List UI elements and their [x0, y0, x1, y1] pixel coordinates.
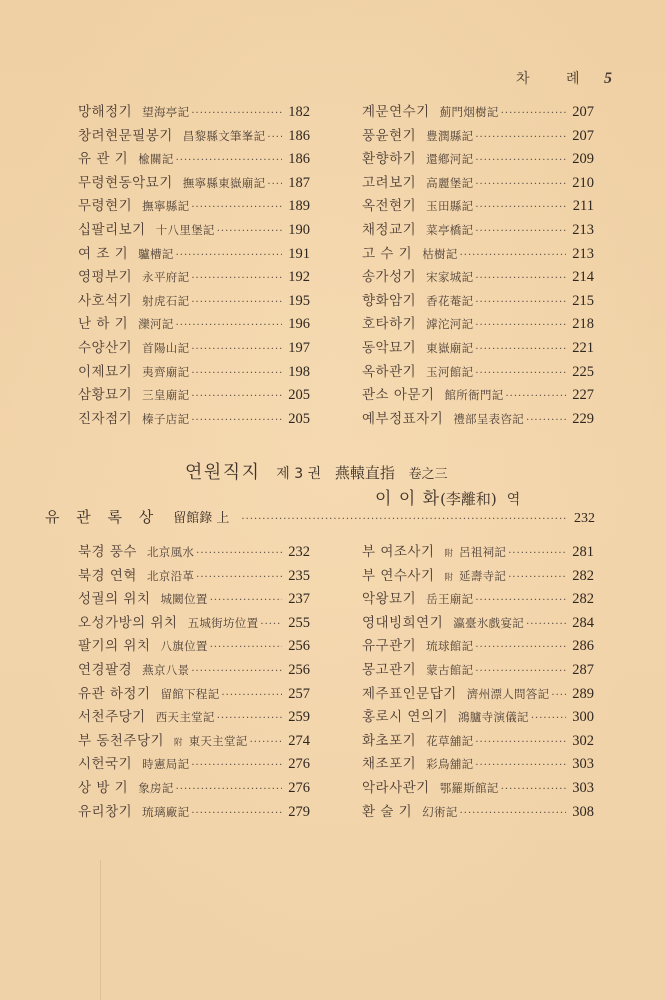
volume-number: 제 3 권	[276, 466, 322, 482]
entry-page-number: 207	[572, 104, 594, 120]
entry-title-hanja: 呂祖祠記	[459, 545, 507, 559]
toc-entry[interactable]	[362, 148, 594, 172]
toc-entry[interactable]	[78, 730, 310, 754]
entry-page-number: 205	[288, 410, 310, 427]
dot-leader	[222, 684, 283, 708]
dot-leader	[191, 409, 282, 433]
entry-title-hanja: 西天主堂記	[155, 710, 215, 725]
entry-page-number: 205	[288, 387, 310, 404]
entry-title-hanja: 東嶽廟記	[426, 340, 474, 355]
toc-entry[interactable]	[362, 612, 594, 636]
entry-page-number: 286	[572, 638, 594, 655]
toc-entry[interactable]	[78, 266, 310, 290]
entry-title-hanja: 蒙古館記	[426, 662, 474, 677]
entry-title-korean: 옥하관기	[362, 363, 417, 380]
volume-heading	[185, 458, 448, 484]
entry-page-number: 218	[572, 316, 594, 333]
toc-entry[interactable]	[78, 148, 310, 172]
entry-title-hanja: 永平府記	[142, 270, 190, 285]
entry-page-number: 215	[572, 292, 594, 309]
dot-leader	[501, 778, 566, 802]
entry-title-korean: 고 수 기	[362, 245, 413, 262]
section-page-number: 232	[574, 511, 595, 526]
toc-entry[interactable]	[78, 706, 310, 730]
entry-title-hanja: 灤河記	[138, 317, 174, 332]
entry-title-hanja: 首陽山記	[142, 340, 190, 355]
entry-title-hanja: 撫寧縣東嶽廟記	[182, 175, 266, 190]
toc-entry[interactable]	[362, 266, 594, 290]
toc-entry[interactable]	[362, 361, 594, 385]
volume-title-korean: 연원직지	[185, 462, 261, 483]
entry-page-number: 209	[572, 151, 594, 168]
entry-title-korean: 팔기의 위치	[78, 638, 151, 655]
entry-title-hanja: 榛子店記	[142, 411, 190, 426]
toc-entry[interactable]	[78, 801, 310, 825]
entry-title-korean: 계문연수기	[362, 104, 430, 120]
entry-title-korean: 시헌국기	[78, 756, 133, 773]
toc-entry[interactable]	[362, 753, 594, 777]
entry-title-korean: 북경 연혁	[78, 567, 137, 584]
entry-title-korean: 십팔리보기	[78, 221, 146, 238]
entry-page-number: 191	[288, 245, 310, 262]
entry-page-number: 186	[288, 151, 310, 168]
entry-page-number: 229	[572, 410, 594, 427]
entry-page-number: 308	[572, 803, 594, 820]
entry-page-number: 213	[572, 245, 594, 262]
toc-entry[interactable]	[78, 612, 310, 636]
entry-title-hanja: 琉璃廠記	[142, 804, 190, 819]
entry-title-hanja: 東天主堂記	[188, 733, 248, 748]
dot-leader	[475, 754, 566, 778]
toc-entry[interactable]	[78, 337, 310, 361]
entry-title-korean: 환향하기	[362, 151, 417, 168]
toc-entry[interactable]	[78, 125, 310, 149]
entry-title-korean: 부 연수사기	[362, 567, 435, 584]
dot-leader	[475, 173, 566, 197]
dot-leader	[531, 707, 566, 731]
dot-leader	[475, 220, 566, 244]
entry-title-korean: 연경팔경	[78, 661, 133, 678]
dot-leader	[176, 314, 282, 338]
dot-leader	[460, 244, 566, 268]
entry-title-korean: 채조포기	[362, 756, 417, 773]
entry-title-korean: 호타하기	[362, 316, 417, 333]
dot-leader	[217, 707, 282, 731]
entry-page-number: 256	[288, 638, 310, 655]
entry-title-korean: 무령현기	[78, 198, 133, 215]
toc-entry[interactable]	[78, 172, 310, 196]
entry-title-korean: 이제묘기	[78, 363, 133, 380]
toc-column-right-a	[362, 101, 594, 431]
entry-title-hanja: 昌黎縣文筆峯記	[182, 128, 266, 143]
entry-title-korean: 삼황묘기	[78, 387, 133, 404]
entry-title-hanja: 香花菴記	[426, 293, 474, 308]
entry-title-hanja: 瀛臺氷戲宴記	[453, 615, 525, 630]
entry-page-number: 276	[288, 756, 310, 773]
toc-entry[interactable]	[362, 565, 594, 589]
toc-entry[interactable]	[362, 706, 594, 730]
toc-entry[interactable]	[362, 243, 594, 267]
entry-page-number: 284	[572, 614, 594, 631]
dot-leader	[475, 731, 566, 755]
entry-title-hanja: 城闕位置	[160, 592, 208, 607]
toc-entry[interactable]	[362, 659, 594, 683]
toc-entry[interactable]	[362, 635, 594, 659]
entry-title-hanja: 時憲局記	[142, 757, 190, 772]
entry-page-number: 197	[288, 339, 310, 356]
dot-leader	[526, 409, 566, 433]
entry-title-hanja: 高麗堡記	[426, 175, 474, 190]
toc-entry[interactable]	[78, 777, 310, 801]
entry-title-korean: 몽고관기	[362, 661, 417, 678]
entry-page-number: 302	[572, 732, 594, 749]
entry-title-hanja: 北京風水	[146, 545, 195, 559]
paper-crease	[100, 860, 101, 1000]
entry-page-number: 213	[572, 221, 594, 238]
entry-page-number: 189	[288, 198, 310, 215]
entry-title-hanja: 館所衙門記	[444, 388, 504, 403]
entry-page-number: 279	[288, 803, 310, 820]
toc-column-left-b	[78, 541, 310, 824]
entry-title-korean: 수양산기	[78, 339, 133, 356]
entry-title-hanja: 五城街坊位置	[187, 615, 259, 630]
entry-title-hanja: 豊潤縣記	[426, 128, 474, 143]
toc-entry[interactable]	[362, 683, 594, 707]
dot-leader	[475, 314, 566, 338]
dot-leader	[191, 102, 282, 126]
toc-entry[interactable]	[78, 195, 310, 219]
dot-leader	[501, 102, 566, 126]
dot-leader	[191, 362, 282, 386]
entry-title-hanja: 花草舖記	[426, 733, 474, 748]
toc-entry[interactable]	[362, 408, 594, 432]
dot-leader	[250, 731, 282, 755]
entry-title-korean: 유리창기	[78, 803, 133, 820]
entry-title-hanja: 菜亭橋記	[426, 222, 474, 237]
entry-title-korean: 제주표인문답기	[362, 685, 457, 702]
toc-entry[interactable]	[362, 730, 594, 754]
dot-leader	[508, 566, 566, 590]
toc-entry[interactable]	[78, 541, 310, 565]
toc-entry[interactable]	[362, 125, 594, 149]
toc-entry[interactable]	[78, 588, 310, 612]
entry-title-hanja: 燕京八景	[142, 662, 190, 677]
entry-title-hanja: 十八里堡記	[155, 222, 215, 237]
entry-title-korean: 부 동천주당기	[78, 732, 165, 749]
entry-title-korean: 북경 풍수	[78, 544, 137, 560]
dot-leader	[176, 244, 282, 268]
dot-leader	[475, 589, 566, 613]
dot-leader	[475, 291, 566, 315]
entry-title-korean: 악라사관기	[362, 779, 430, 796]
entry-page-number: 237	[288, 591, 310, 608]
entry-title-hanja: 玉田縣記	[426, 199, 474, 214]
entry-page-number: 214	[572, 269, 594, 286]
dot-leader	[241, 508, 568, 532]
entry-title-korean: 채정교기	[362, 221, 417, 238]
toc-entry[interactable]	[362, 313, 594, 337]
entry-title-korean: 영대빙희연기	[362, 614, 444, 631]
toc-entry[interactable]	[78, 683, 310, 707]
entry-title-hanja: 還鄕河記	[426, 152, 474, 167]
entry-title-hanja: 象房記	[138, 780, 174, 795]
entry-page-number: 289	[572, 685, 594, 702]
entry-title-korean: 송가성기	[362, 269, 417, 286]
toc-entry[interactable]	[362, 219, 594, 243]
dot-leader	[475, 196, 566, 220]
entry-page-number: 282	[572, 567, 594, 584]
toc-entry[interactable]	[78, 243, 310, 267]
entry-page-number: 182	[288, 104, 310, 120]
entry-page-number: 187	[288, 174, 310, 191]
entry-page-number: 287	[572, 661, 594, 678]
toc-entry[interactable]	[78, 361, 310, 385]
toc-entry[interactable]	[362, 801, 594, 825]
entry-title-korean: 무령현동악묘기	[78, 174, 173, 191]
entry-title-korean: 사호석기	[78, 292, 133, 309]
dot-leader	[551, 684, 566, 708]
toc-entry[interactable]	[78, 219, 310, 243]
entry-title-hanja: 玉河館記	[426, 364, 474, 379]
entry-title-korean: 유관 하정기	[78, 685, 151, 702]
toc-entry[interactable]	[362, 101, 594, 125]
translator-name-hanja: (李離和)	[440, 490, 497, 508]
entry-title-hanja: 幻術記	[422, 804, 458, 819]
dot-leader	[260, 613, 282, 637]
entry-title-korean: 서천주당기	[78, 709, 146, 726]
toc-entry[interactable]	[362, 384, 594, 408]
running-head-title: 차 례	[516, 71, 596, 87]
dot-leader	[191, 196, 282, 220]
entry-title-hanja: 滹沱河記	[426, 317, 474, 332]
entry-title-korean: 유구관기	[362, 638, 417, 655]
dot-leader	[191, 338, 282, 362]
entry-page-number: 281	[572, 544, 594, 560]
entry-page-number: 232	[288, 544, 310, 560]
entry-title-hanja: 望海亭記	[142, 105, 190, 119]
entry-title-hanja: 三皇廟記	[142, 388, 190, 403]
entry-title-korean: 옥전현기	[362, 198, 417, 215]
entry-title-hanja: 八旗位置	[160, 639, 208, 654]
toc-entry[interactable]	[362, 337, 594, 361]
entry-title-hanja: 濟州漂人問答記	[466, 686, 550, 701]
entry-title-korean: 영평부기	[78, 269, 133, 286]
entry-page-number: 227	[572, 387, 594, 404]
entry-title-korean: 오성가방의 위치	[78, 614, 178, 631]
entry-attachment-mark: 附	[444, 549, 454, 559]
dot-leader	[475, 149, 566, 173]
toc-entry[interactable]	[362, 777, 594, 801]
toc-entry[interactable]	[362, 541, 594, 565]
entry-page-number: 192	[288, 269, 310, 286]
entry-title-hanja: 夷齊廟記	[142, 364, 190, 379]
entry-title-korean: 홍로시 연의기	[362, 709, 449, 726]
toc-entry[interactable]	[78, 635, 310, 659]
entry-page-number: 210	[572, 174, 594, 191]
entry-title-hanja: 鴻臚寺演儀記	[458, 710, 529, 725]
entry-title-korean: 성궐의 위치	[78, 591, 151, 608]
toc-entry[interactable]	[78, 753, 310, 777]
dot-leader	[176, 149, 282, 173]
volume-number-hanja: 卷之三	[408, 467, 448, 482]
entry-title-hanja: 驢槽記	[138, 246, 174, 261]
dot-leader	[475, 636, 566, 660]
entry-title-hanja: 留館下程記	[160, 686, 220, 701]
entry-title-korean: 난 하 기	[78, 316, 129, 333]
entry-title-korean: 동악묘기	[362, 339, 417, 356]
entry-title-hanja: 北京沿革	[146, 568, 195, 583]
toc-entry[interactable]	[362, 588, 594, 612]
entry-page-number: 300	[572, 709, 594, 726]
entry-title-hanja: 楡關記	[138, 152, 174, 167]
entry-title-hanja: 岳王廟記	[426, 592, 474, 607]
dot-leader	[460, 802, 566, 826]
entry-attachment-mark: 附	[444, 572, 454, 583]
toc-entry[interactable]	[362, 290, 594, 314]
dot-leader	[475, 362, 566, 386]
dot-leader	[210, 636, 282, 660]
toc-entry[interactable]	[78, 408, 310, 432]
dot-leader	[191, 385, 282, 409]
page-number: 5	[603, 70, 612, 87]
dot-leader	[475, 267, 566, 291]
toc-entry[interactable]	[78, 565, 310, 589]
toc-entry[interactable]	[78, 101, 310, 125]
entry-title-hanja: 延壽寺記	[459, 568, 507, 583]
toc-entry[interactable]	[78, 659, 310, 683]
dot-leader	[191, 754, 282, 778]
entry-title-hanja: 射虎石記	[142, 293, 190, 308]
dot-leader	[526, 613, 566, 637]
entry-title-hanja: 鄂羅斯館記	[439, 780, 499, 795]
entry-page-number: 274	[288, 732, 310, 749]
entry-title-korean: 부 여조사기	[362, 544, 435, 560]
entry-title-hanja: 禮部呈表咨記	[453, 411, 525, 426]
entry-title-hanja: 枯樹記	[422, 246, 458, 261]
dot-leader	[267, 173, 282, 197]
entry-page-number: 225	[572, 363, 594, 380]
entry-title-korean: 고려보기	[362, 174, 417, 191]
dot-leader	[196, 542, 282, 566]
toc-entry[interactable]	[78, 313, 310, 337]
entry-title-korean: 관소 아문기	[362, 387, 435, 404]
dot-leader	[191, 291, 282, 315]
entry-title-korean: 화초포기	[362, 732, 417, 749]
dot-leader	[196, 566, 282, 590]
entry-page-number: 235	[288, 567, 310, 584]
dot-leader	[508, 542, 566, 566]
entry-page-number: 255	[288, 614, 310, 631]
dot-leader	[506, 385, 567, 409]
entry-page-number: 190	[288, 221, 310, 238]
entry-title-hanja: 宋家城記	[426, 270, 474, 285]
entry-title-korean: 진자점기	[78, 410, 133, 427]
entry-page-number: 195	[288, 292, 310, 309]
entry-title-korean: 유 관 기	[78, 151, 129, 168]
entry-title-korean: 상 방 기	[78, 779, 129, 796]
entry-title-hanja: 琉球館記	[426, 639, 474, 654]
translator-role: 역	[506, 492, 521, 508]
entry-page-number: 276	[288, 779, 310, 796]
dot-leader	[217, 220, 282, 244]
entry-page-number: 207	[572, 127, 594, 144]
entry-page-number: 256	[288, 661, 310, 678]
entry-title-korean: 환 술 기	[362, 803, 413, 820]
dot-leader	[191, 802, 282, 826]
entry-title-korean: 악왕묘기	[362, 591, 417, 608]
volume-title-hanja: 燕轅直指	[334, 464, 395, 482]
dot-leader	[475, 338, 566, 362]
dot-leader	[267, 126, 282, 150]
section-title-hanja: 留館錄 上	[173, 511, 230, 526]
dot-leader	[191, 660, 282, 684]
entry-page-number: 303	[572, 756, 594, 773]
entry-page-number: 221	[572, 339, 594, 356]
entry-title-korean: 풍윤현기	[362, 127, 417, 144]
section-title-korean: 유 관 록 상	[45, 508, 160, 526]
translator-name: 이 이 화	[375, 489, 441, 509]
entry-page-number: 211	[572, 198, 594, 215]
entry-page-number: 198	[288, 363, 310, 380]
toc-column-right-b	[362, 541, 594, 824]
dot-leader	[176, 778, 282, 802]
toc-entry[interactable]	[78, 290, 310, 314]
dot-leader	[210, 589, 282, 613]
entry-title-hanja: 彩鳥舖記	[426, 757, 474, 772]
section-entry[interactable]	[45, 505, 595, 529]
toc-column-left-a	[78, 101, 310, 431]
dot-leader	[475, 126, 566, 150]
entry-page-number: 196	[288, 316, 310, 333]
dot-leader	[191, 267, 282, 291]
entry-page-number: 282	[572, 591, 594, 608]
entry-page-number: 259	[288, 709, 310, 726]
entry-page-number: 303	[572, 779, 594, 796]
entry-title-korean: 망해정기	[78, 104, 133, 120]
entry-title-korean: 향화암기	[362, 292, 417, 309]
toc-entry[interactable]	[78, 384, 310, 408]
entry-page-number: 257	[288, 685, 310, 702]
entry-title-korean: 여 조 기	[78, 245, 129, 262]
toc-entry[interactable]	[362, 195, 594, 219]
entry-page-number: 186	[288, 127, 310, 144]
dot-leader	[475, 660, 566, 684]
running-head	[516, 68, 612, 88]
entry-title-hanja: 撫寧縣記	[142, 199, 190, 214]
entry-title-hanja: 薊門烟樹記	[439, 105, 499, 119]
toc-entry[interactable]	[362, 172, 594, 196]
entry-title-korean: 창려현문필봉기	[78, 127, 173, 144]
entry-attachment-mark: 附	[174, 737, 183, 748]
entry-title-korean: 예부정표자기	[362, 410, 444, 427]
